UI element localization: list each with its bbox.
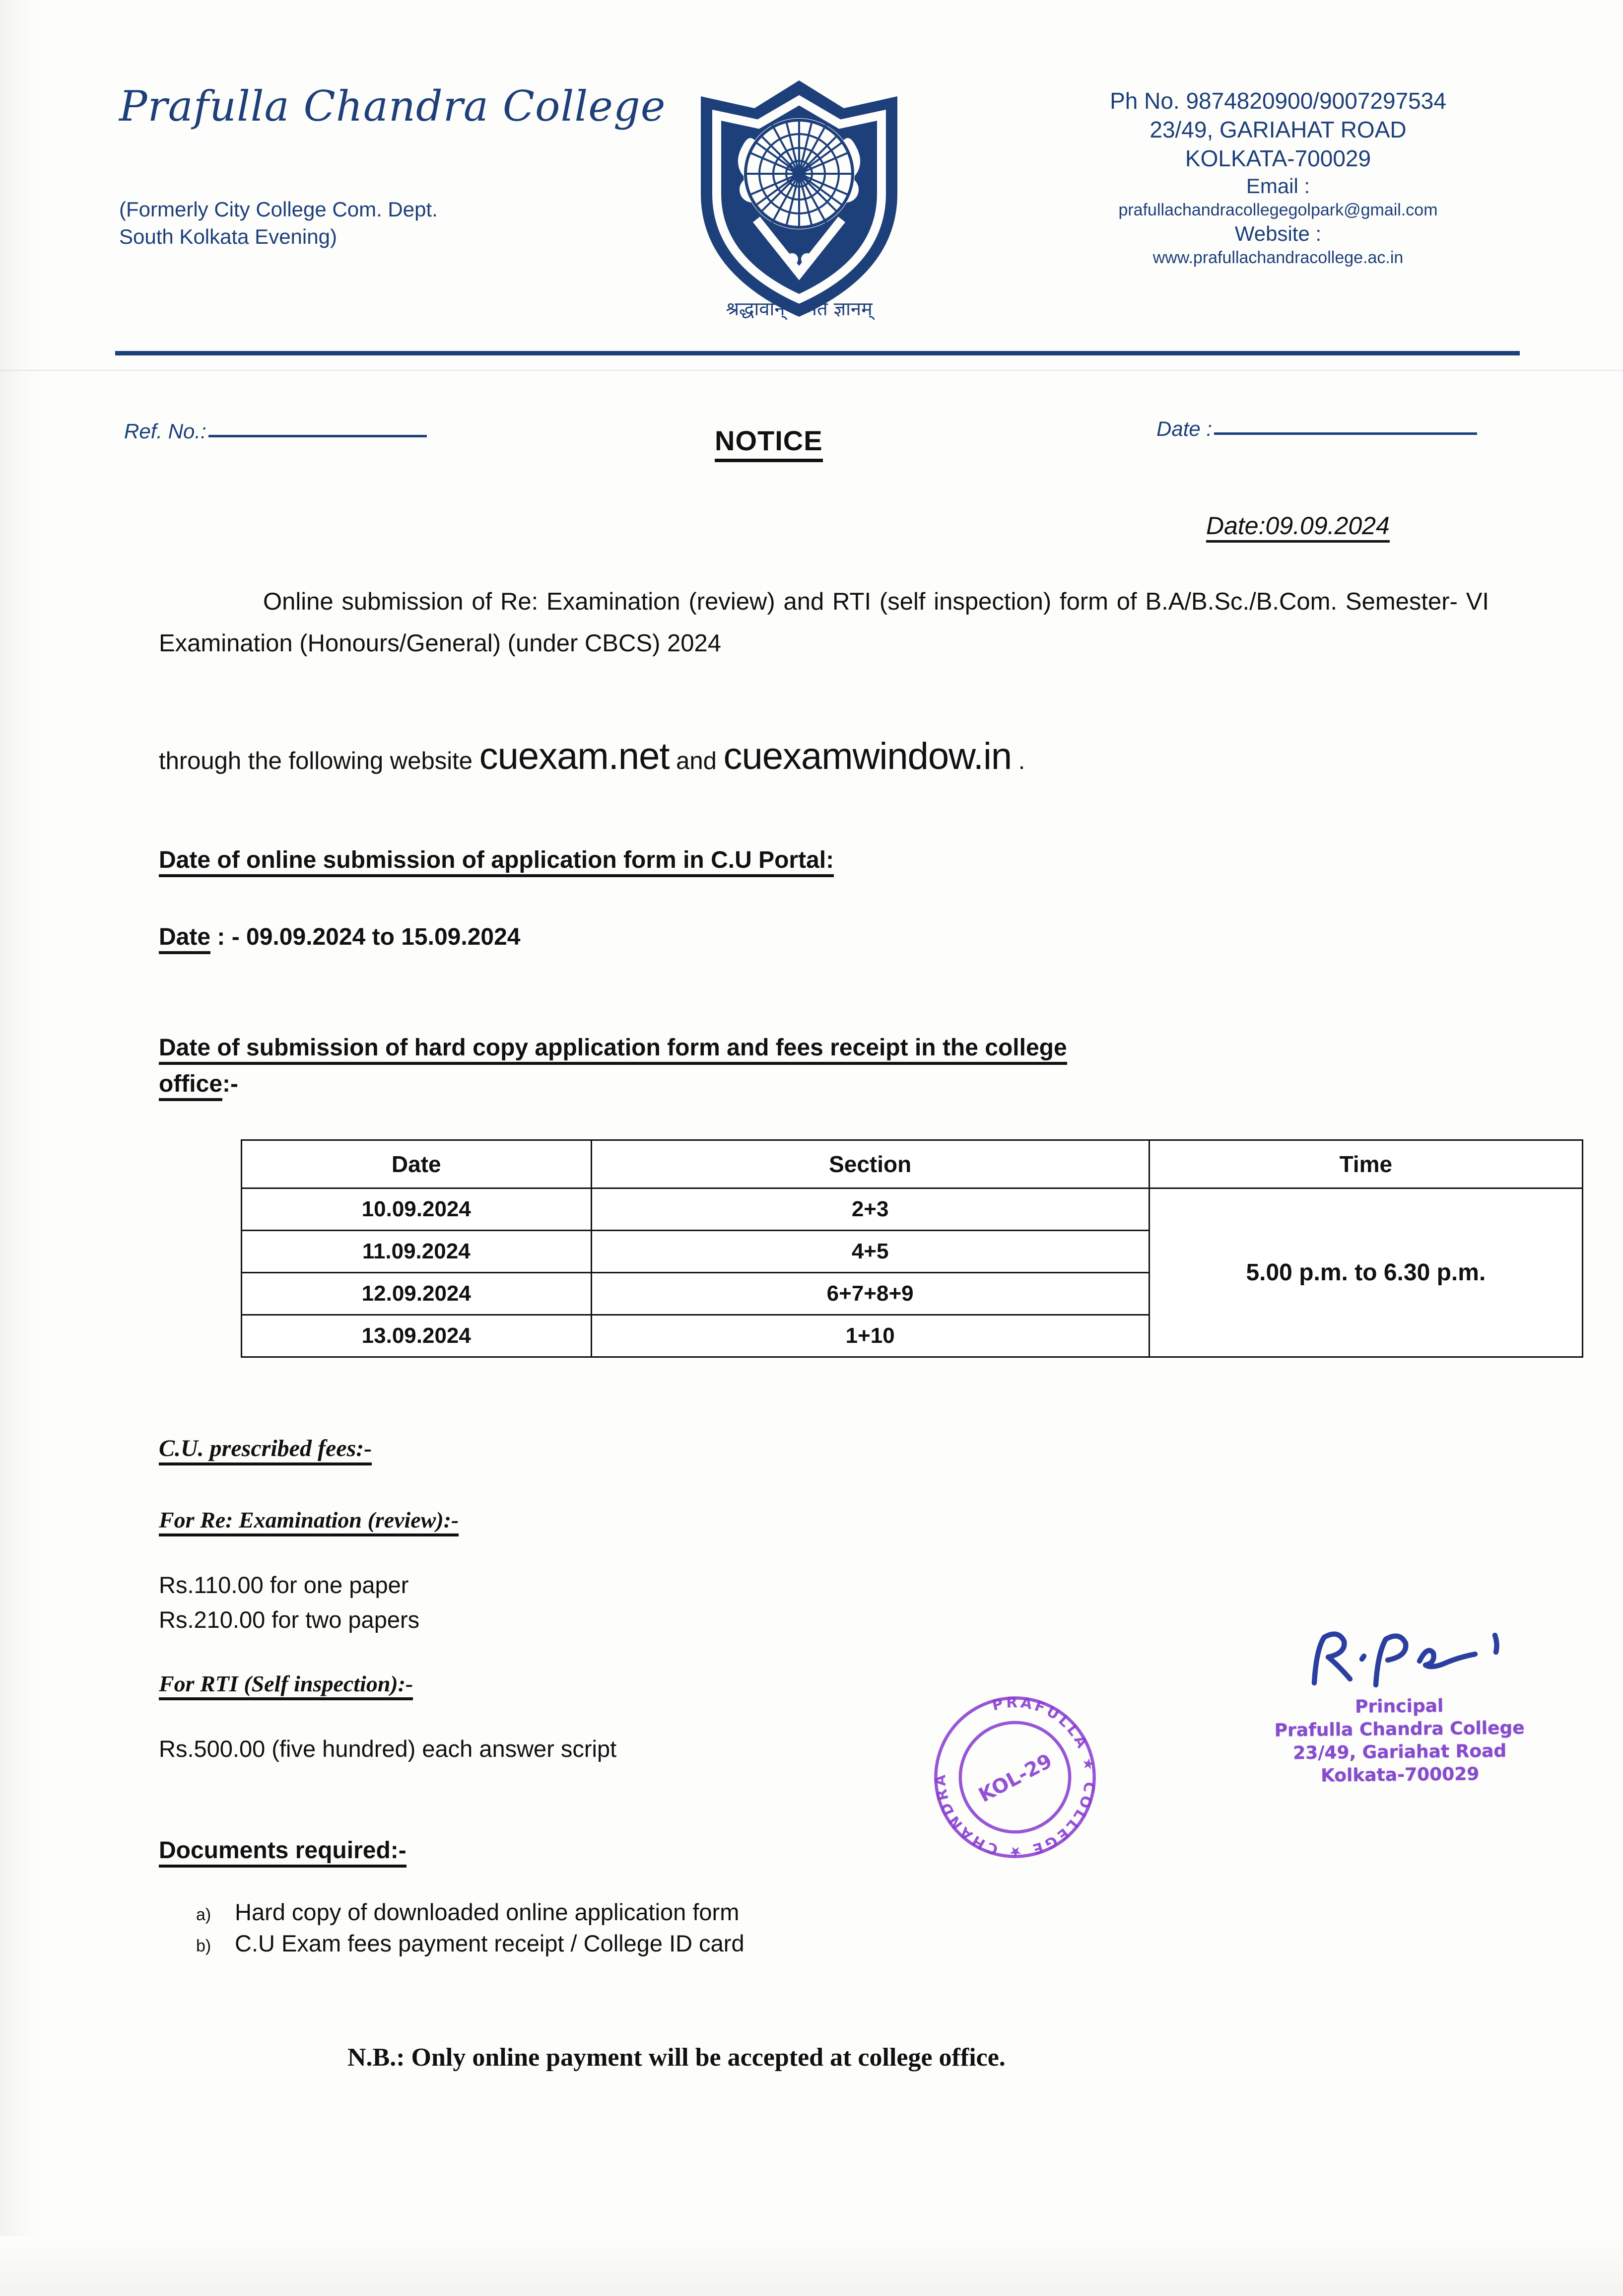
cell-section: 6+7+8+9	[591, 1273, 1149, 1315]
header-divider-rule	[115, 351, 1520, 355]
website-label: Website :	[1234, 221, 1322, 245]
date-blank-rule	[1214, 432, 1477, 435]
stamp-line-city: Kolkata-700029	[1320, 1764, 1480, 1786]
portal-url-secondary: cuexamwindow.in	[723, 735, 1012, 777]
online-dates-value: : - 09.09.2024 to 15.09.2024	[210, 924, 521, 950]
website-conjunction: and	[676, 748, 717, 774]
scan-edge-bottom	[0, 2236, 1623, 2296]
list-item-marker: b)	[196, 1937, 211, 1956]
heading-online-submission	[159, 846, 834, 874]
label-review-fees	[159, 1507, 459, 1533]
list-item	[196, 1896, 1288, 1928]
ref-no-field	[124, 419, 427, 443]
cell-date: 12.09.2024	[242, 1273, 592, 1315]
website-instruction-line	[159, 735, 1499, 778]
cell-date: 10.09.2024	[242, 1188, 592, 1231]
table-header-row	[242, 1140, 1583, 1188]
review-fees-text: For Re: Examination (review):-	[159, 1507, 459, 1536]
cell-section: 4+5	[591, 1231, 1149, 1273]
college-crest-icon	[695, 74, 903, 323]
hardcopy-heading-line-2: office	[159, 1071, 222, 1101]
website-suffix-period: .	[1018, 748, 1025, 774]
column-header-date: Date	[242, 1140, 592, 1188]
college-former-name	[119, 196, 438, 250]
heading-hardcopy-submission	[159, 1030, 1459, 1103]
principal-designation-stamp	[1260, 1694, 1539, 1788]
page-title: NOTICE	[715, 424, 823, 462]
phone-number: Ph No. 9874820900/9007297534	[1110, 88, 1446, 114]
label-rti-fees	[159, 1670, 413, 1697]
principal-signature	[1300, 1623, 1519, 1693]
college-motto: श्रद्धावान् लभते ज्ञानम्	[726, 298, 873, 320]
cell-date: 13.09.2024	[242, 1315, 592, 1357]
rti-fees-text: For RTI (Self inspection):-	[159, 1671, 413, 1700]
online-dates-label: Date	[159, 924, 210, 954]
notice-intro-paragraph: Online submission of Re: Examination (review) and RTI (self inspection) form of B.A/B.Sc./B.Com. Semester- VI Examination (Honours/General) (under CBCS) 2024	[159, 588, 1489, 657]
heading-prescribed-fees	[159, 1435, 372, 1462]
cell-section: 2+3	[591, 1188, 1149, 1231]
fee-review-two-papers: Rs.210.00 for two papers	[159, 1606, 420, 1633]
letterhead-header	[0, 0, 1623, 348]
cell-section: 1+10	[591, 1315, 1149, 1357]
college-round-seal-stamp	[921, 1683, 1109, 1872]
website-prefix-text: through the following website	[159, 748, 473, 774]
documents-required-list	[196, 1896, 1288, 1959]
fee-rti-answer-script: Rs.500.00 (five hundred) each answer script	[159, 1736, 617, 1762]
notice-date: Date:09.09.2024	[1206, 511, 1390, 543]
college-name: Prafulla Chandra College	[119, 82, 666, 131]
hardcopy-heading-tail: :-	[222, 1070, 238, 1097]
fee-review-one-paper: Rs.110.00 for one paper	[159, 1572, 409, 1598]
list-item-label: C.U Exam fees payment receipt / College ID card	[235, 1930, 744, 1957]
date-field	[1156, 417, 1477, 441]
table-row	[242, 1188, 1583, 1231]
column-header-time: Time	[1149, 1140, 1582, 1188]
svg-text:KOL-29: KOL-29	[975, 1749, 1056, 1807]
street-address: 23/49, GARIAHAT ROAD	[1150, 116, 1407, 142]
heading-online-submission-text: Date of online submission of application form in C.U Portal:	[159, 847, 834, 877]
stamp-line-principal: Principal	[1354, 1696, 1444, 1717]
ref-no-blank-rule	[208, 435, 427, 437]
city-pin: KOLKATA-700029	[1185, 145, 1371, 171]
list-item-label: Hard copy of downloaded online application form	[235, 1899, 740, 1925]
contact-block	[1027, 87, 1529, 268]
scan-seam	[0, 370, 1623, 371]
cell-time: 5.00 p.m. to 6.30 p.m.	[1149, 1188, 1582, 1357]
email-label: Email :	[1246, 174, 1310, 198]
email-address: prafullachandracollegegolpark@gmail.com	[1118, 200, 1438, 219]
prescribed-fees-text: C.U. prescribed fees:-	[159, 1435, 372, 1465]
ref-no-label: Ref. No.:	[124, 419, 206, 443]
portal-url-primary: cuexam.net	[479, 735, 670, 777]
online-submission-dates	[159, 923, 520, 951]
submission-schedule-table	[241, 1139, 1583, 1358]
former-name-line-2: South Kolkata Evening)	[119, 224, 337, 248]
website-address: www.prafullachandracollege.ac.in	[1152, 248, 1404, 267]
column-header-section: Section	[591, 1140, 1149, 1188]
list-item-marker: a)	[196, 1905, 211, 1924]
footer-note: N.B.: Only online payment will be accepted at college office.	[347, 2043, 1006, 2072]
cell-date: 11.09.2024	[242, 1231, 592, 1273]
svg-text:PRAFULLA ★ COLLEGE ★ CHANDRA: PRAFULLA ★ COLLEGE ★ CHANDRA	[932, 1694, 1098, 1861]
date-label: Date :	[1156, 417, 1213, 440]
stamp-line-address: 23/49, Gariahat Road	[1293, 1740, 1507, 1764]
heading-documents-required	[159, 1837, 406, 1864]
stamp-line-college: Prafulla Chandra College	[1274, 1718, 1525, 1741]
hardcopy-heading-line-1: Date of submission of hard copy application form and fees receipt in the college	[159, 1035, 1067, 1065]
former-name-line-1: (Formerly City College Com. Dept.	[119, 198, 438, 221]
list-item	[196, 1928, 1288, 1959]
documents-required-text: Documents required:-	[159, 1837, 406, 1868]
